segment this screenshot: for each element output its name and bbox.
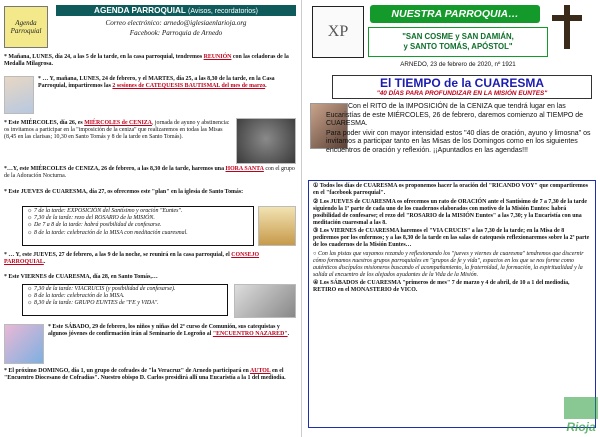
item-pre: * Mañana, LUNES, día 24, a las 5 de la tarde, en la casa parroquial, tendremos	[4, 54, 204, 60]
item-text: Los VIERNES de CUARESMA haremos el "VIA CRUCIS" a las 7,30 de la tarde; en la Misa de 8 pediremos por los enfermos; y a las 8,30 de la tarde en las salas de catequesis reflexionaremos sobre la 2ª parte de los cuadernos de la Misión Euntes…	[313, 228, 590, 248]
agenda-item	[4, 252, 296, 266]
parish-name-line1: "SAN COSME y SAN DAMIÁN,	[402, 32, 514, 41]
agenda-title-sub: (Avisos, recordatorios)	[188, 8, 258, 15]
item-pre: * Este MIÉRCOLES, día 26, es	[4, 120, 85, 126]
friday-plan-box	[22, 284, 228, 316]
item-post: en el "Encuentro Diocesano de Cofradías". Nuestro obispo D. Carlos presidirá allí una Eucaristía a la 1 del mediodía.	[4, 368, 286, 382]
intro-para-1: Con el RITO de la IMPOSICIÓN de la CENIZA que tendrá lugar en las Eucaristías de este MIÉRCOLES, 26 de febrero, daremos comienzo al TIEMPO de CUARESMA.	[326, 103, 584, 128]
plan-text: 7,30 de la tarde: rezo del ROSARIO de la MISIÓN.	[34, 215, 155, 222]
agenda-item	[4, 166, 296, 180]
item-post: con las celadoras de la Medalla Milagrosa.	[4, 54, 289, 68]
monstrance-illustration	[258, 206, 296, 246]
agenda-item	[48, 324, 296, 338]
item-text: Los SÁBADOS de CUARESMA "primeros de mes" 7 de marzo y 4 de abril, de 10 a 1 del mediodía, RETIRO en el MONASTERIO de VICO.	[313, 280, 570, 293]
intro-para-2: Para poder vivir con mayor intensidad estos "40 días de oración, ayuno y limosna" os invitamos a participar tanto en las Misas de los Domingos como en los siguientes encuentros de oración y reflexión. ¡¡Apuntadlos en las agendas!!!	[326, 129, 591, 154]
list-item	[313, 183, 591, 197]
agenda-item	[4, 189, 296, 196]
agenda-title	[56, 5, 296, 16]
item-text: Todos los días de CUARESMA os proponemos hacer la oración del "RICANDO VOY" que compartiremos en el "facebook parroquial".	[313, 183, 589, 196]
star-icon: ☼	[27, 215, 34, 222]
item-post: .	[43, 259, 46, 266]
ash-cross-photo	[236, 118, 296, 164]
facebook-line: Facebook: Parroquia de Arnedo	[129, 29, 223, 37]
star-icon: ☼	[27, 300, 34, 307]
plan-line	[27, 293, 223, 300]
item-pre: *…Y, este MIÉRCOLES de CENIZA, 26 de febrero, a las 8,30 de la tarde, haremos una	[4, 166, 226, 172]
rioja-watermark-text: Rioja	[566, 420, 596, 434]
plan-line	[27, 222, 249, 229]
page-divider	[301, 0, 302, 437]
item-pre: * Este VIERNES de CUARESMA, día 28, en Santo Tomás,…	[4, 274, 158, 280]
list-item	[313, 228, 591, 249]
lent-intro	[326, 103, 592, 156]
lent-activities-list	[308, 180, 596, 428]
agenda-logo-text: Agenda Parroquial	[10, 19, 42, 35]
list-item	[313, 199, 591, 227]
plan-text: 7 de la tarde: EXPOSICIÓN del Santísimo y oración "Euntes".	[34, 208, 183, 214]
plan-line	[27, 286, 223, 293]
star-icon: ☼	[27, 293, 34, 300]
item-post: .	[287, 331, 290, 338]
item-number: ④	[313, 280, 319, 286]
masthead-title: NUESTRA PARROQUIA…	[370, 5, 540, 23]
item-pre: * El próximo DOMINGO, día 1, un grupo de cofrades de "la Veracruz" de Arnedo participará en	[4, 368, 250, 374]
item-em: REUNIÓN	[203, 54, 232, 60]
item-number: ①	[313, 183, 319, 189]
baptism-illustration	[4, 76, 34, 114]
nazared-logo	[4, 324, 44, 364]
item-pre: * Este JUEVES de CUARESMA, día 27, os ofrecemos este "plan" en la iglesia de Santo Tomás:	[4, 189, 244, 195]
item-post: , jornada de ayuno y abstinencia: os invitamos a participar en la "imposición de la ceniza" que realizaremos en todas las Misas (8,45 en las clarisas; 10,30 en Santo Tomás y 8 de la tarde en Santo Tomás).	[4, 120, 230, 141]
list-item	[313, 251, 591, 279]
item-number: ②	[313, 198, 319, 205]
item-em: 2 sesiones de CATEQUESIS BAUTISMAL del mes de marzo	[112, 83, 266, 90]
item-pre: * … Y, mañana, LUNES, 24 de febrero, y el MARTES, día 25, a las 8,30 de la tarde, en la Casa Parroquial, impartiremos las	[38, 76, 275, 90]
agenda-item	[4, 274, 296, 281]
list-item	[313, 280, 591, 294]
item-em: "ENCUENTRO NAZARED"	[212, 331, 288, 338]
lent-heading-box	[332, 75, 592, 99]
chi-rho-mark: XP	[327, 23, 349, 40]
item-post: con el grupo de la Adoración Nocturna.	[4, 166, 295, 180]
item-em: HORA SANTA	[225, 166, 264, 172]
star-icon: ☼	[27, 229, 34, 236]
item-pre: * Este SÁBADO, 29 de febrero, los niños y niñas del 2º curso de Comunión, sus catequistas y algunos jóvenes de confirmación irán al Seminario de Logroño al	[48, 324, 280, 338]
item-em: MIÉRCOLES de CENIZA	[84, 120, 152, 126]
viacrucis-illustration	[234, 284, 296, 318]
agenda-item	[4, 368, 296, 382]
agenda-title-text: AGENDA PARROQUIAL	[94, 6, 186, 15]
item-text: Los JUEVES de CUARESMA os ofrecemos un rato de ORACIÓN ante el Santísimo de 7 a 7,30 de la tarde siguiendo la 1ª parte de cada uno de los cuadernos elaborados con motivo de la Misión Euntes: habrá posibilidad de confesarse; el rezo del "ROSARIO de la MISIÓN Euntes" a las 7,30; y la Eucaristía con una meditación cuaresmal a las 8.	[313, 198, 588, 226]
star-icon: ☼	[27, 222, 34, 229]
item-number: ○	[313, 250, 317, 257]
issue-date: ARNEDO, 23 de febrero de 2020, nº 1921	[400, 61, 516, 68]
item-number: ③	[313, 228, 319, 234]
parish-name-line2: y SANTO TOMÁS, APÓSTOL"	[403, 42, 513, 51]
item-em: CONSEJO PARROQUIAL	[4, 252, 260, 266]
star-icon: ☼	[27, 208, 34, 214]
agenda-logo	[4, 6, 48, 48]
plan-text: 8 de la tarde: celebración de la MISA con meditación cuaresmal.	[34, 229, 188, 236]
thursday-plan-box	[22, 206, 254, 246]
rioja-watermark-logo	[558, 395, 600, 435]
plan-line	[27, 300, 223, 307]
plan-text: De 7 a 8 de la tarde: habrá posibilidad de confesarse.	[34, 222, 162, 229]
parish-name-box	[368, 27, 548, 57]
plan-text: 7,30 de la tarde: VIACRUCIS (y posibilidad de confesarse).	[34, 286, 176, 292]
parish-bulletin-page	[304, 0, 600, 437]
item-text: Con las pistas que vayamos rezando y reflexionando los "jueves y viernes de cuaresma" tendremos que discernir cómo formamos nuestros grupos parroquiales en "grupos de fe y vida", espacios en los que se nos forme como auténticos discípulos misioneros buscando el acompañamiento, la fraternidad, la formación, la espiritualidad y la salida al encuentro de los alejados ayudantes de la Vida de la Misión.	[313, 250, 584, 278]
star-icon: ☼	[27, 286, 34, 292]
chi-rho-logo	[312, 6, 364, 58]
agenda-item	[38, 76, 296, 90]
item-em: AUTOL	[249, 368, 271, 374]
lent-heading: El TIEMPO de la CUARESMA	[379, 76, 545, 90]
cross-icon	[546, 3, 588, 51]
lent-subheading: "40 DÍAS PARA PROFUNDIZAR EN LA MISIÓN EUNTES"	[376, 90, 548, 97]
email-line: Correo electrónico: arnedo@iglesiaenlarioja.org	[105, 19, 247, 27]
item-pre: * … Y, este JUEVES, 27 de febrero, a las 9 de la noche, se reunirá en la casa parroquial, el	[4, 252, 232, 258]
plan-line	[27, 230, 249, 237]
agenda-item	[4, 120, 230, 142]
item-post: .	[265, 83, 267, 90]
agenda-item	[4, 54, 296, 68]
plan-text: 8,30 de la tarde: GRUPO EUNTES de "FE y VIDA".	[34, 300, 159, 307]
plan-text: 8 de la tarde: celebración de la MISA.	[34, 293, 125, 300]
